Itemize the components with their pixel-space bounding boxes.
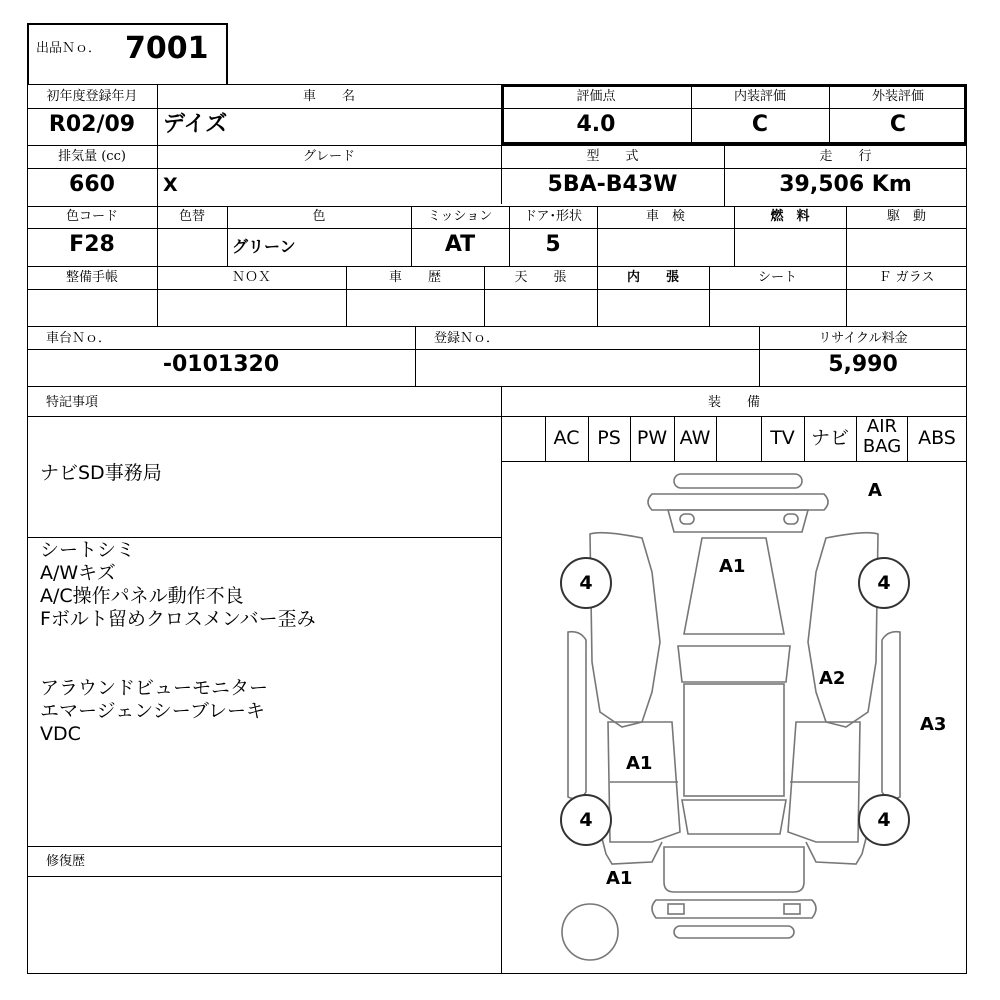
maintenance-label: 整備手帳: [65, 270, 118, 285]
door-value: 5: [545, 232, 561, 257]
equip-aw: AW: [679, 427, 711, 449]
color-label: 色: [312, 209, 326, 224]
score-label: 評価点: [576, 89, 616, 104]
equip-pw: PW: [636, 427, 668, 449]
equip-ac: AC: [553, 427, 580, 449]
first-reg-value: R02/09: [48, 112, 136, 137]
chassis-value: -0101320: [162, 352, 280, 377]
registration-label: 登録Ｎｏ．: [434, 331, 500, 346]
equip-abs: ABS: [918, 427, 956, 449]
color-value: グリーン: [232, 237, 296, 256]
notes-label: 特記事項: [46, 395, 99, 410]
recycle-label: リサイクル料金: [818, 331, 908, 346]
mission-label: ミッション: [427, 209, 493, 224]
damage-hood: A1: [719, 556, 746, 577]
inner-label: 内 張: [626, 270, 679, 285]
color-code-label: 色コード: [65, 209, 118, 224]
car-name-value: デイズ: [163, 112, 228, 137]
mileage-value: 39,506 Km: [779, 172, 912, 197]
grade-value: X: [163, 174, 178, 196]
model-label: 型 式: [586, 149, 639, 164]
sunroof-label: 天 張: [514, 270, 567, 285]
score-value: 4.0: [576, 112, 616, 137]
damage-front-bumper: A: [868, 480, 882, 501]
exterior-value: C: [889, 112, 907, 137]
damage-left-rear: A1: [606, 868, 633, 889]
history-label: 車 歴: [388, 270, 441, 285]
equipment-label: 装 備: [707, 395, 760, 410]
notes-line-1: ナビSD事務局: [40, 462, 162, 484]
damage-right-door: A2: [819, 668, 846, 689]
color-change-label: 色替: [178, 209, 205, 224]
mission-value: AT: [444, 232, 476, 257]
chassis-label: 車台Ｎｏ．: [46, 331, 112, 346]
tire-rear-left: 4: [560, 794, 612, 846]
equip-ps: PS: [597, 427, 621, 449]
seat-label: シート: [757, 270, 797, 285]
displacement-value: 660: [69, 172, 115, 197]
grade-label: グレード: [302, 149, 355, 164]
recycle-value: 5,990: [828, 352, 898, 377]
drive-label: 駆 動: [886, 209, 926, 224]
repair-label: 修復歴: [46, 854, 86, 869]
tire-rear-right: 4: [858, 794, 910, 846]
equip-navi: ナビ: [810, 427, 849, 449]
notes-block: シートシミ A/Wキズ A/C操作パネル動作不良 Fボルト留めクロスメンバー歪み アラウンドビューモニター エマージェンシーブレーキ VDC: [40, 539, 316, 745]
lot-label: 出品Ｎｏ．: [36, 41, 102, 56]
car-diagram: [502, 462, 966, 972]
first-reg-label: 初年度登録年月: [46, 89, 138, 104]
nox-label: ＮＯＸ: [231, 270, 271, 285]
model-value: 5BA-B43W: [547, 172, 678, 197]
interior-value: C: [751, 112, 769, 137]
equip-tv: TV: [770, 427, 795, 449]
damage-right-side: A3: [920, 714, 947, 735]
exterior-label: 外装評価: [871, 89, 924, 104]
interior-label: 内装評価: [733, 89, 786, 104]
door-label: ドア･形状: [523, 209, 583, 224]
equip-airbag: AIR BAG: [862, 416, 902, 457]
inspection-label: 車 検: [645, 209, 685, 224]
glass-label: Ｆ ガラス: [878, 270, 935, 285]
damage-left-door: A1: [626, 753, 653, 774]
lot-number: 7001: [125, 31, 209, 66]
mileage-label: 走 行: [819, 149, 872, 164]
tire-front-right: 4: [858, 557, 910, 609]
fuel-label: 燃 料: [770, 209, 810, 224]
color-code-value: F28: [69, 232, 115, 257]
car-name-label: 車 名: [302, 89, 355, 104]
displacement-label: 排気量 (cc): [58, 149, 126, 164]
tire-front-left: 4: [560, 557, 612, 609]
